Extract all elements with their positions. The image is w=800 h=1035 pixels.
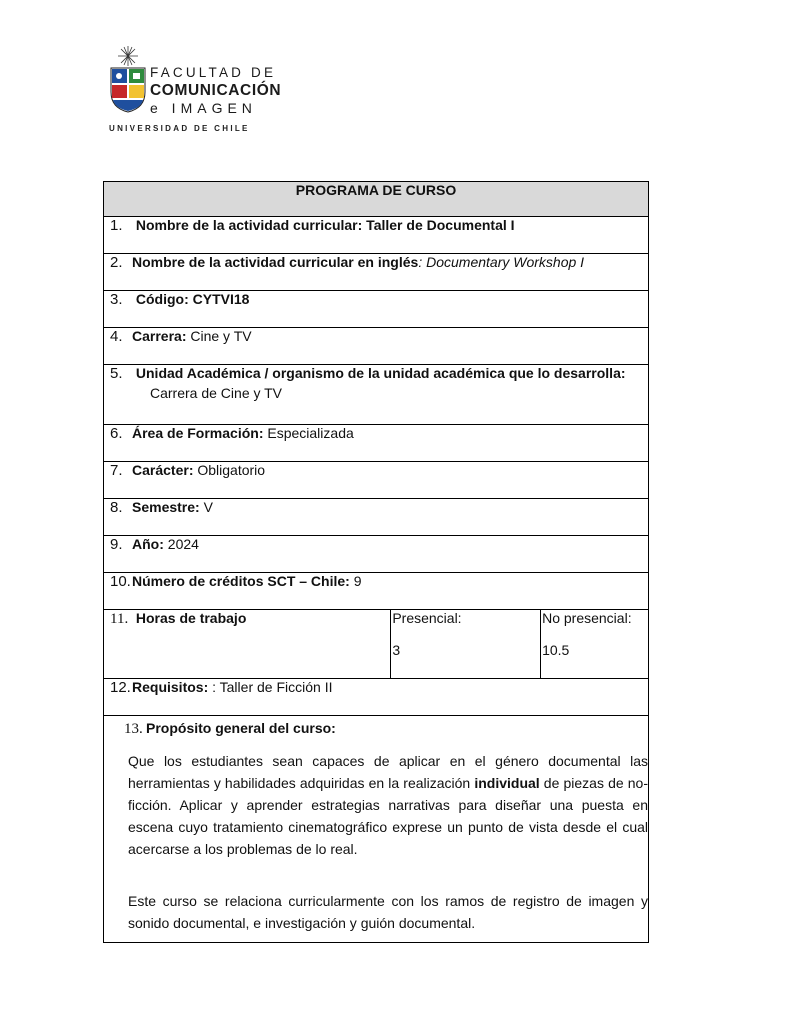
hours-presencial (391, 610, 541, 679)
row-requirements: 12.Requisitos: : Taller de Ficción II (104, 679, 649, 716)
row-label: Carrera: (132, 328, 187, 344)
row-label: Número de créditos SCT – Chile: (132, 573, 350, 589)
logo-line-2: COMUNICACIÓN (150, 81, 282, 99)
presencial-value: 3 (392, 642, 401, 658)
row-label: Horas de trabajo (135, 610, 247, 626)
hours-no-presencial (541, 610, 649, 679)
row-value: Cine y TV (186, 328, 252, 344)
row-value: : Taller de Ficción II (208, 679, 333, 695)
row-character: 7. Carácter: Obligatorio (104, 462, 649, 499)
row-value: : Documentary Workshop I (418, 254, 585, 270)
logo-text (150, 66, 281, 115)
row-code: 3. Código: CYTVI18 (104, 291, 649, 328)
row-credits: 10.Número de créditos SCT – Chile: 9 (104, 573, 649, 610)
row-course-purpose (104, 716, 649, 943)
no-presencial-value: 10.5 (542, 642, 570, 658)
no-presencial-label: No presencial: (542, 610, 632, 626)
row-value: Especializada (263, 425, 354, 441)
row-label: Código: CYTVI18 (135, 291, 250, 307)
logo-line-3: e IMAGEN (150, 100, 257, 116)
course-program-table (103, 181, 649, 943)
university-emblem-icon (108, 44, 148, 114)
university-name: UNIVERSIDAD DE CHILE (109, 124, 250, 133)
row-label: Área de Formación: (132, 425, 264, 441)
row-academic-unit: 5. Unidad Académica / organismo de la unidad académica que lo desarrolla: Carrera de Cine y TV (104, 365, 649, 425)
row-year: 9. Año: 2024 (104, 536, 649, 573)
row-label: Requisitos: (132, 679, 209, 695)
purpose-paragraph-1: Que los estudiantes sean capaces de aplicar en el género documental las herramientas y habilidades adquiridas en la realización individual de piezas de no- ficción. Aplicar y aprender estrategias narrativas para diseñar una puesta en escena cuyo tratamiento cinematográfico exprese un punto de vista desde el cual acercarse a los problemas de lo real. (128, 753, 648, 857)
row-label: Año: (132, 536, 164, 552)
logo-line-1: FACULTAD DE (150, 65, 277, 80)
table-title: PROGRAMA DE CURSO (104, 182, 649, 217)
row-activity-name-english: 2. Nombre de la actividad curricular en inglés: Documentary Workshop I (104, 254, 649, 291)
faculty-logo (108, 44, 288, 136)
row-label: Nombre de la actividad curricular en inglés (132, 254, 419, 270)
row-value: Carrera de Cine y TV (150, 385, 283, 401)
row-value: 9 (349, 573, 362, 589)
presencial-label: Presencial: (392, 610, 462, 626)
row-semester: 8. Semestre: V (104, 499, 649, 536)
row-label: Carácter: (132, 462, 194, 478)
row-label: Propósito general del curso: (146, 720, 336, 736)
row-value: 2024 (163, 536, 199, 552)
row-value: V (199, 499, 213, 515)
row-work-hours: 11. Horas de trabajo (104, 610, 391, 679)
row-career: 4. Carrera: Cine y TV (104, 328, 649, 365)
purpose-paragraph-2: Este curso se relaciona curricularmente con los ramos de registro de imagen y sonido documental, e investigación y guión documental. (128, 893, 648, 931)
purpose-title: 13. Propósito general del curso: (124, 720, 336, 737)
row-training-area: 6. Área de Formación: Especializada (104, 425, 649, 462)
row-label: Semestre: (132, 499, 200, 515)
row-label: Nombre de la actividad curricular: Taller de Documental I (135, 217, 515, 233)
row-value: Obligatorio (193, 462, 266, 478)
row-activity-name: 1. Nombre de la actividad curricular: Taller de Documental I (104, 217, 649, 254)
row-label: Unidad Académica / organismo de la unidad académica que lo desarrolla: (135, 365, 626, 381)
